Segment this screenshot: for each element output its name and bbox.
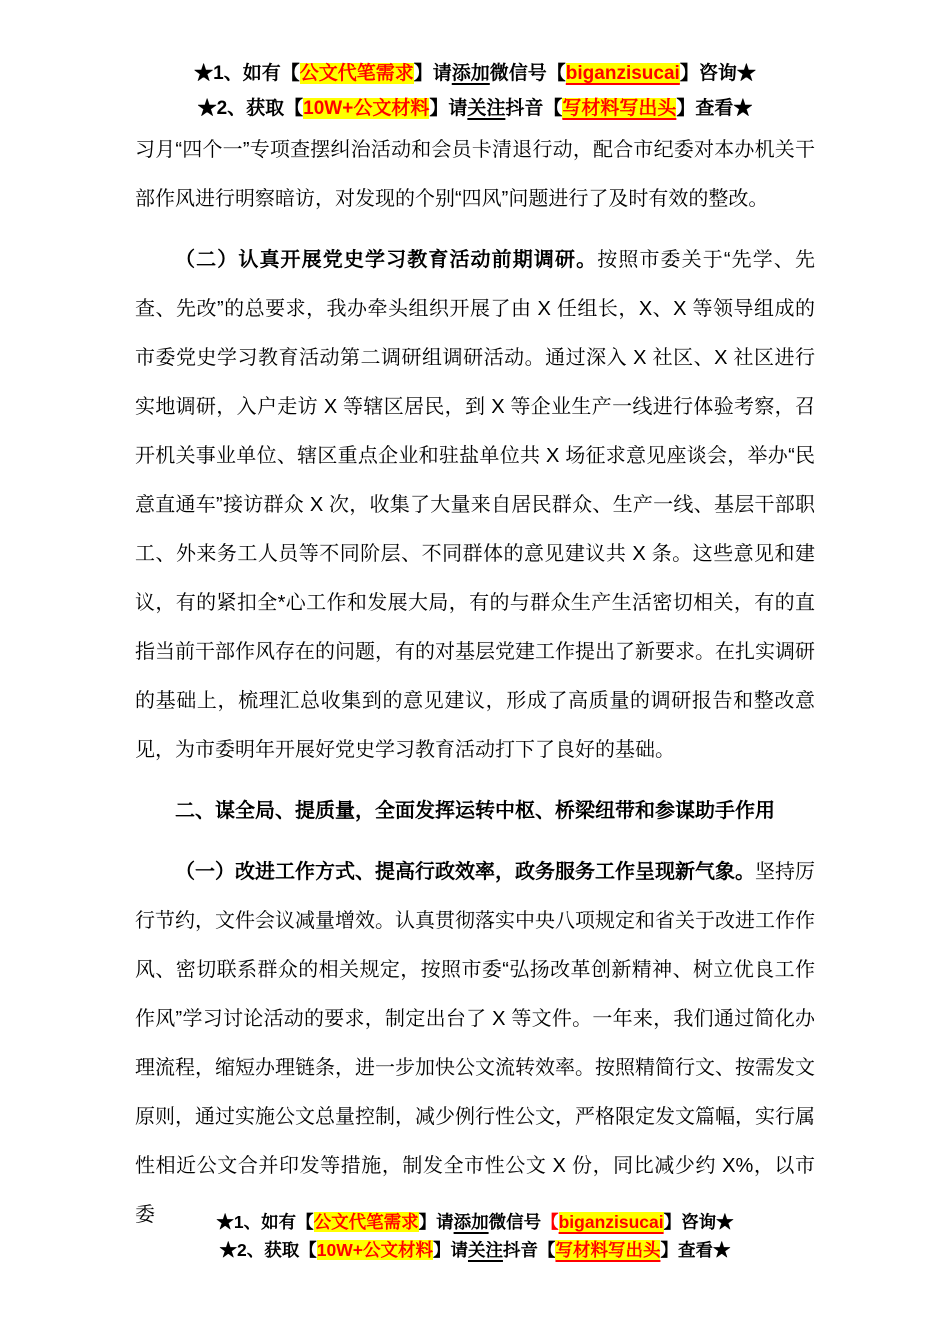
text-run: 坚持厉行节约，文件会议减量增效。认真贯彻落实中央八项规定和省关于改进工作作风、密切联系群众的相关规定，按照市委“弘扬改革创新精神、树立优良工作作风”学习讨论活动的要求，制定出台了 X 等文件。一年来，我们通过简化办理流程，缩短办理链条，进一步加快公文流转效率。按照精简行文、按需发文原则，通过实施公文总量控制，减少例行性公文，严格限定发文篇幅，实行属性相近公文合并印发等措施，制发全市性公文 X 份，同比减少约 X%，以市委 — [135, 861, 815, 1226]
bold-text-run: （二）认真开展党史学习教育活动前期调研。 — [175, 249, 598, 271]
promo-segment-plain: 抖音【 — [502, 1240, 556, 1260]
promo-segment-u: 关注 — [467, 98, 506, 119]
promo-segment-plain: 】请 — [418, 1212, 454, 1232]
promo-segment-u: 关注 — [467, 1240, 503, 1260]
promo-segment-red-hl-u: biganzisucai — [565, 63, 680, 84]
promo-segment-plain: 】查看★ — [660, 1240, 731, 1260]
promo-segment-red: 【 — [541, 1212, 559, 1232]
promo-segment-u: 添加 — [451, 63, 490, 84]
text-run: 习月“四个一”专项查摆纠治活动和会员卡清退行动，配合市纪委对本办机关干部作风进行明察暗访，对发现的个别“四风”问题进行了及时有效的整改。 — [135, 139, 815, 210]
promo-segment-red-hl: 10W+公文材料 — [303, 98, 430, 119]
promo-segment-red-hl: 公文代笔需求 — [299, 63, 414, 84]
promo-segment-red-hl-u: biganzisucai — [558, 1212, 664, 1232]
promo-segment-u: 添加 — [453, 1212, 489, 1232]
promo-banner-top — [0, 0, 950, 126]
promo-top-line-1 — [0, 56, 950, 91]
paragraph — [135, 848, 815, 1240]
promo-segment-red-hl-u: 写材料写出头 — [562, 98, 677, 119]
promo-segment-plain: 】咨询★ — [679, 63, 756, 84]
promo-segment-plain: 】请 — [429, 98, 468, 119]
promo-segment-plain: 】咨询★ — [663, 1212, 734, 1232]
promo-top-line-2 — [0, 91, 950, 126]
promo-segment-plain: 】查看★ — [676, 98, 753, 119]
promo-segment-plain: 微信号 — [488, 1212, 542, 1232]
section-heading — [135, 787, 815, 836]
promo-segment-red-hl-u: 写材料写出头 — [555, 1240, 661, 1260]
promo-bottom-line-2 — [0, 1236, 950, 1264]
promo-segment-plain: ★1、如有【 — [216, 1212, 314, 1232]
promo-segment-red-hl: 10W+公文材料 — [316, 1240, 433, 1260]
promo-banner-bottom — [0, 1208, 950, 1264]
promo-segment-plain: ★2、获取【 — [219, 1240, 317, 1260]
promo-segment-plain: 抖音【 — [505, 98, 563, 119]
promo-segment-red-hl: 公文代笔需求 — [313, 1212, 419, 1232]
document-body — [135, 126, 815, 1240]
promo-segment-plain: 】请 — [432, 1240, 468, 1260]
paragraph — [135, 126, 815, 224]
promo-segment-plain: ★2、获取【 — [197, 98, 304, 119]
bold-text-run: （一）改进工作方式、提高行政效率，政务服务工作呈现新气象。 — [175, 861, 755, 883]
promo-segment-plain: 】请 — [413, 63, 452, 84]
text-run: 按照市委关于“先学、先查、先改”的总要求，我办牵头组织开展了由 X 任组长，X、X 等领导组成的市委党史学习教育活动第二调研组调研活动。通过深入 X 社区、X 社区进行实地调研，入户走访 X 等辖区居民，到 X 等企业生产一线进行体验考察，召开机关事业单位、辖区重点企业和驻盐单位共 X 场征求意见座谈会，举办“民意直通车”接访群众 X 次，收集了大量来自居民群众、生产一线、基层干部职工、外来务工人员等不同阶层、不同群体的意见建议共 X 条。这些意见和建议，有的紧扣全*心工作和发展大局，有的与群众生产生活密切相关，有的直指当前干部作风存在的问题，有的对基层党建工作提出了新要求。在扎实调研的基础上，梳理汇总收集到的意见建议，形成了高质量的调研报告和整改意见，为市委明年开展好党史学习教育活动打下了良好的基础。 — [135, 249, 815, 761]
promo-segment-plain: 微信号【 — [489, 63, 566, 84]
bold-text-run: 二、谋全局、提质量，全面发挥运转中枢、桥梁纽带和参谋助手作用 — [175, 800, 775, 822]
paragraph — [135, 236, 815, 775]
promo-segment-plain: ★1、如有【 — [194, 63, 300, 84]
promo-bottom-line-1 — [0, 1208, 950, 1236]
